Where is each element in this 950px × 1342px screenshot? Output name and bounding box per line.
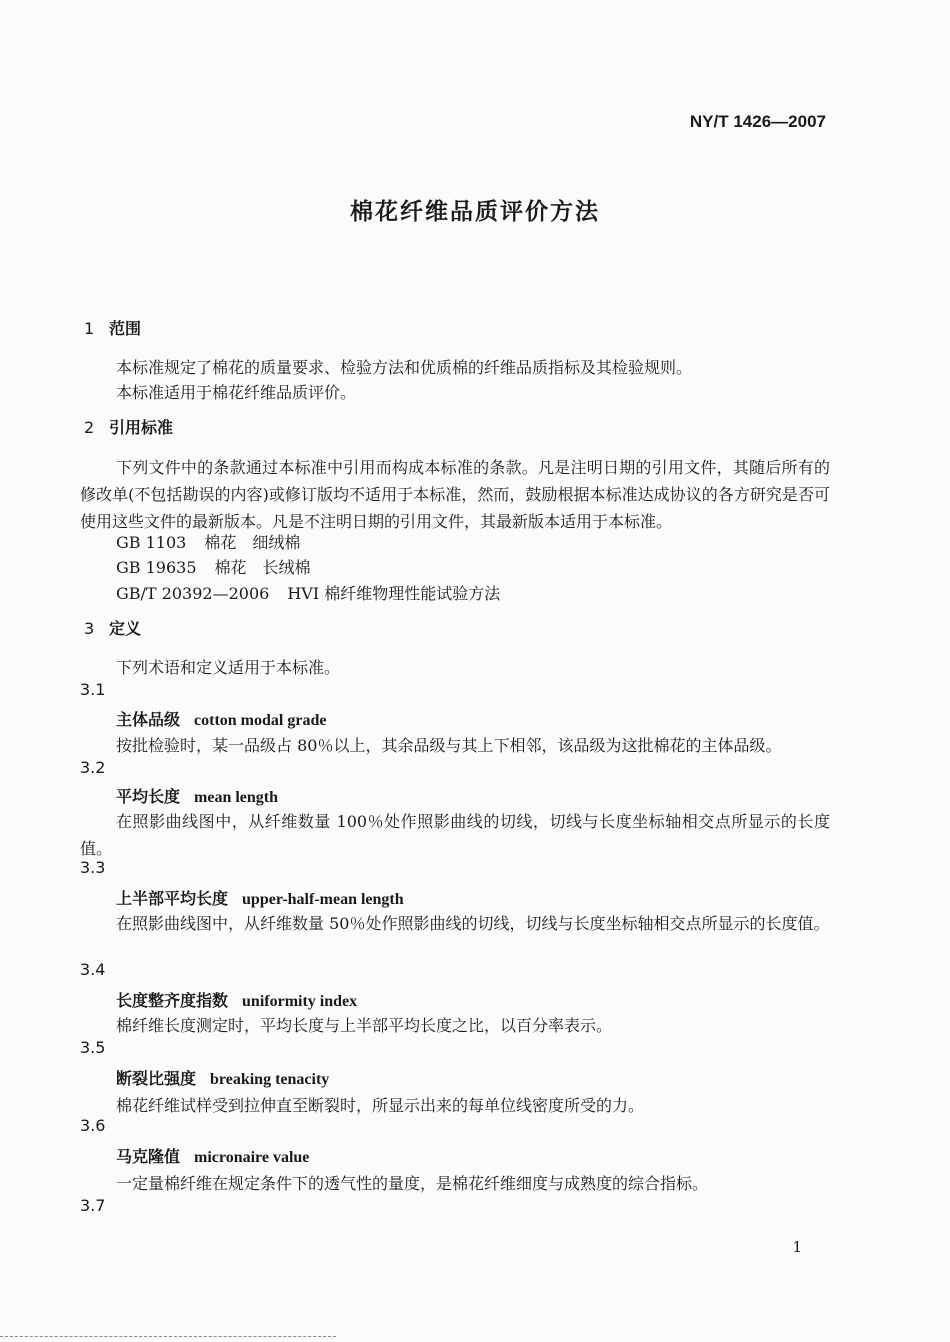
term-en: cotton modal grade bbox=[194, 712, 327, 729]
reference-name: 棉花 长绒棉 bbox=[214, 558, 311, 577]
term-en: mean length bbox=[194, 789, 279, 806]
term-heading bbox=[116, 707, 326, 730]
section-heading-definitions bbox=[84, 616, 141, 639]
clause-number: 3.4 bbox=[80, 960, 106, 979]
section-title: 引用标准 bbox=[109, 418, 174, 437]
paragraph: 下列术语和定义适用于本标准。 bbox=[116, 658, 341, 677]
term-heading bbox=[116, 988, 357, 1011]
term-zh: 断裂比强度 bbox=[116, 1069, 197, 1088]
clause-number: 3.6 bbox=[80, 1116, 106, 1135]
clause-number: 3.5 bbox=[80, 1038, 106, 1057]
term-definition: 棉花纤维试样受到拉伸直至断裂时，所显示出来的每单位线密度所受的力。 bbox=[116, 1096, 645, 1115]
term-en: breaking tenacity bbox=[210, 1071, 330, 1088]
page-number: 1 bbox=[792, 1238, 802, 1256]
term-heading bbox=[116, 784, 278, 807]
reference-item bbox=[116, 581, 518, 604]
clause-number: 3.3 bbox=[80, 858, 106, 877]
reference-code: GB 1103 bbox=[116, 533, 187, 552]
term-zh: 主体品级 bbox=[116, 710, 181, 729]
paragraph: 本标准适用于棉花纤维品质评价。 bbox=[116, 383, 357, 402]
section-heading-references bbox=[84, 415, 173, 438]
term-en: micronaire value bbox=[194, 1149, 310, 1166]
section-title: 定义 bbox=[109, 619, 142, 638]
reference-code: GB 19635 bbox=[116, 558, 197, 577]
paragraph: 下列文件中的条款通过本标准中引用而构成本标准的条款。凡是注明日期的引用文件，其随后所有的修改单(不包括勘误的内容)或修订版均不适用于本标准，然而，鼓励根据本标准达成协议的各方研究是否可使用这些文件的最新版本。凡是不注明日期的引用文件，其最新版本适用于本标准。 bbox=[80, 458, 830, 531]
term-definition: 棉纤维长度测定时，平均长度与上半部平均长度之比，以百分率表示。 bbox=[116, 1016, 613, 1035]
clause-number: 3.2 bbox=[80, 758, 106, 777]
term-definition: 按批检验时，某一品级占 80％以上，其余品级与其上下相邻，该品级为这批棉花的主体品级。 bbox=[116, 736, 782, 755]
term-zh: 马克隆值 bbox=[116, 1147, 181, 1166]
document-code: NY/T 1426—2007 bbox=[689, 112, 826, 131]
term-heading bbox=[116, 886, 404, 909]
reference-name: HVI 棉纤维物理性能试验方法 bbox=[287, 584, 501, 603]
reference-code: GB/T 20392—2006 bbox=[116, 584, 270, 603]
term-en: upper-half-mean length bbox=[242, 891, 404, 908]
term-zh: 平均长度 bbox=[116, 787, 181, 806]
clause-number: 3.7 bbox=[80, 1196, 106, 1215]
term-heading bbox=[116, 1066, 329, 1089]
section-number: 1 bbox=[84, 319, 95, 338]
term-definition: 在照影曲线图中，从纤维数量 50％处作照影曲线的切线，切线与长度坐标轴相交点所显示的长度值。 bbox=[116, 914, 830, 933]
paragraph: 本标准规定了棉花的质量要求、检验方法和优质棉的纤维品质指标及其检验规则。 bbox=[116, 358, 693, 377]
term-en: uniformity index bbox=[242, 993, 358, 1010]
term-zh: 上半部平均长度 bbox=[116, 889, 229, 908]
bottom-divider bbox=[0, 1336, 336, 1337]
clause-number: 3.1 bbox=[80, 680, 106, 699]
section-title: 范围 bbox=[109, 319, 142, 338]
term-definition: 在照影曲线图中，从纤维数量 100％处作照影曲线的切线，切线与长度坐标轴相交点所显示的长度值。 bbox=[80, 812, 830, 858]
term-heading bbox=[116, 1144, 309, 1167]
reference-name: 棉花 细绒棉 bbox=[204, 533, 301, 552]
reference-item bbox=[116, 555, 329, 578]
section-number: 2 bbox=[84, 418, 95, 437]
term-definition: 一定量棉纤维在规定条件下的透气性的量度，是棉花纤维细度与成熟度的综合指标。 bbox=[116, 1174, 709, 1193]
section-number: 3 bbox=[84, 619, 95, 638]
term-zh: 长度整齐度指数 bbox=[116, 991, 229, 1010]
document-title: 棉花纤维品质评价方法 bbox=[350, 199, 600, 225]
section-heading-scope bbox=[84, 316, 141, 339]
reference-item bbox=[116, 530, 318, 553]
